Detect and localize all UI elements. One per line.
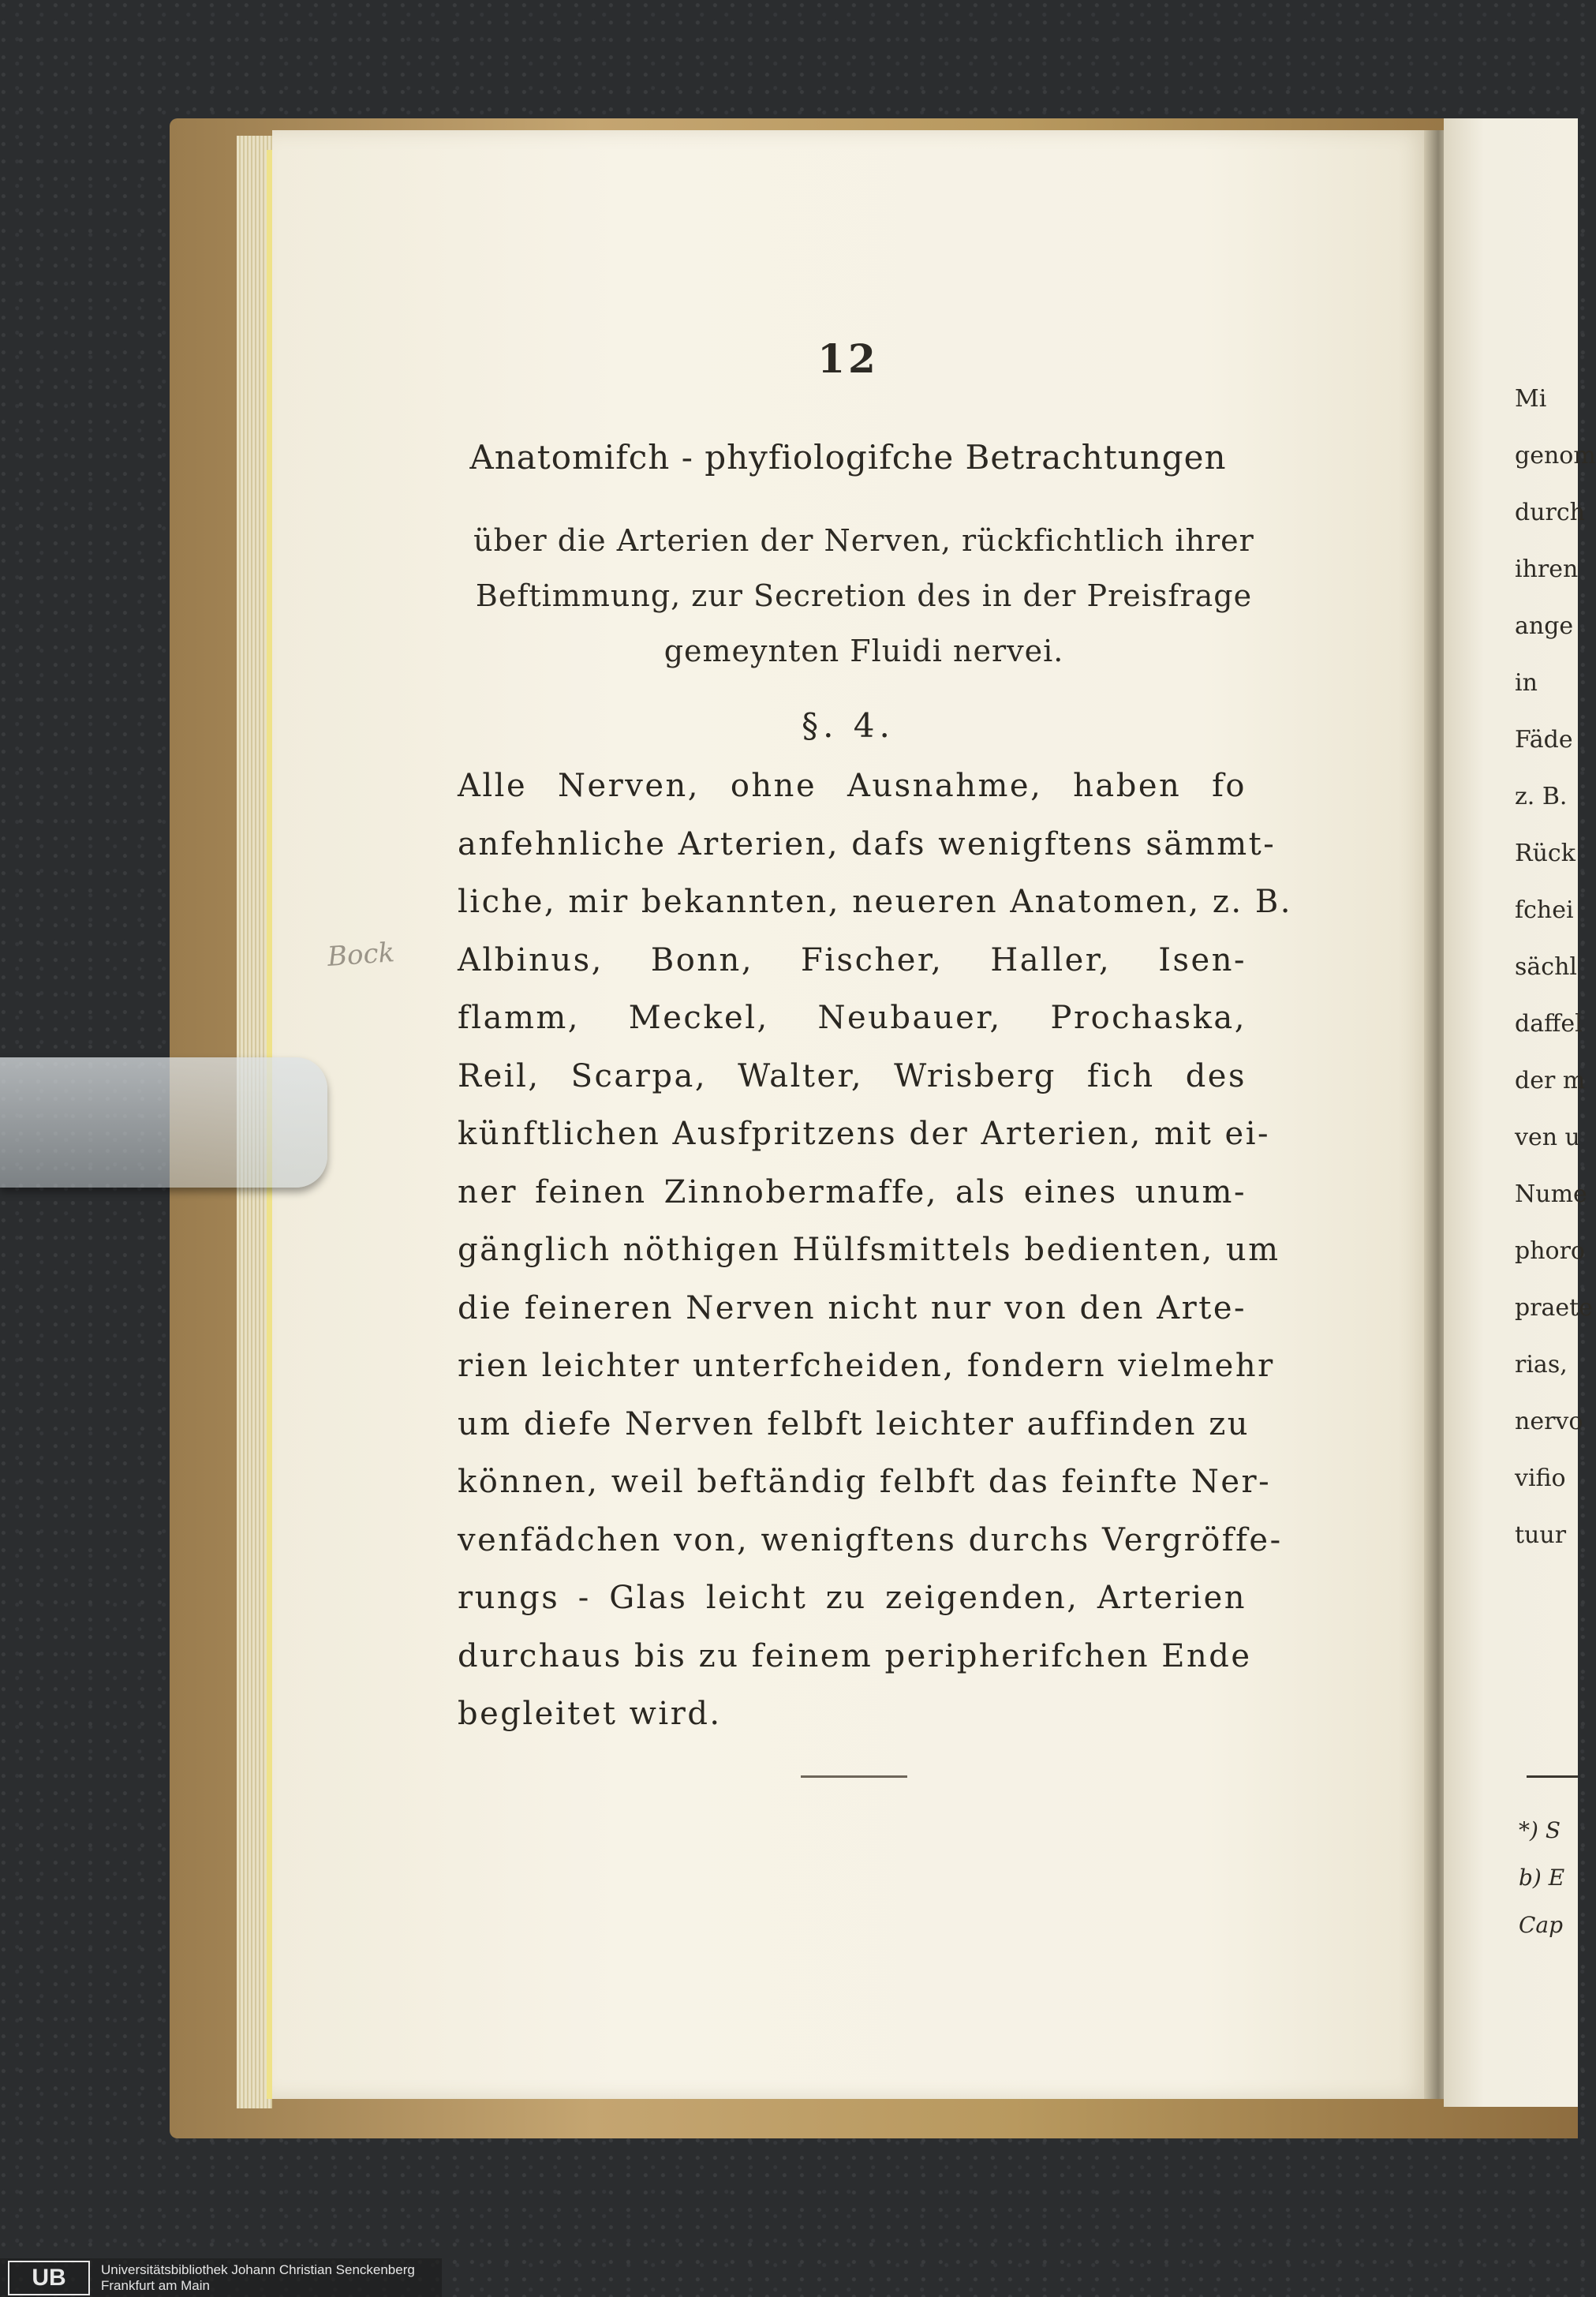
section-heading: §. 4. <box>802 706 895 745</box>
right-page-line: praete <box>1515 1294 1593 1322</box>
right-page-line: Fäde <box>1515 726 1573 754</box>
body-line: rungs - Glas leicht zu zeigenden, Arterien <box>458 1580 1247 1616</box>
body-line: durchaus bis zu feinem peripherifchen Ende <box>458 1637 1252 1674</box>
right-page-line: z. B. <box>1515 783 1568 810</box>
ub-logo: UB <box>8 2261 90 2295</box>
body-line: anfehnliche Arterien, dafs wenigftens sämmt- <box>458 825 1276 862</box>
right-page-line: Nume <box>1515 1180 1587 1208</box>
right-page-line: in <box>1515 669 1538 697</box>
subtitle-line: Beftimmung, zur Secretion des in der Preisfrage <box>475 578 1253 613</box>
body-line: rien leichter unterfcheiden, fondern vielmehr <box>458 1348 1275 1384</box>
body-line: Alle Nerven, ohne Ausnahme, haben fo <box>458 768 1247 804</box>
right-page-line: ven u <box>1515 1124 1580 1151</box>
library-name: Universitätsbibliothek Johann Christian Senckenberg <box>101 2261 415 2277</box>
right-page-line: tuur <box>1515 1521 1567 1549</box>
right-page-line: phoro <box>1515 1237 1585 1265</box>
body-line: künftlichen Ausfpritzens der Arterien, mit ei- <box>458 1116 1270 1152</box>
right-footnote-rule <box>1527 1775 1578 1778</box>
library-credit <box>101 2262 415 2294</box>
bookmark-tab <box>0 1057 327 1188</box>
body-line: die feineren Nerven nicht nur von den Arte- <box>458 1289 1247 1326</box>
body-line: venfädchen von, wenigftens durchs Vergröffe- <box>458 1521 1283 1558</box>
right-page-line: ange <box>1515 612 1574 640</box>
page-number: 12 <box>817 335 879 382</box>
right-page-line: durch <box>1515 499 1585 526</box>
right-footnote: Cap <box>1519 1912 1564 1938</box>
page-heading: Anatomifch - phyfiologifche Betrachtungen <box>469 438 1227 477</box>
right-page-line: rias, <box>1515 1351 1568 1379</box>
right-page-line: der m <box>1515 1067 1586 1094</box>
right-page-line: ihren <box>1515 556 1579 583</box>
page-subtitle <box>465 513 1262 679</box>
body-line: begleitet wird. <box>458 1696 722 1732</box>
right-page-line: Mi <box>1515 385 1547 413</box>
body-paragraph <box>458 758 1292 1744</box>
body-line: liche, mir bekannten, neueren Anatomen, z. B. <box>458 884 1292 920</box>
section-end-rule <box>801 1775 907 1778</box>
body-line: ner feinen Zinnobermaffe, als eines unum- <box>458 1173 1247 1210</box>
body-line: Albinus, Bonn, Fischer, Haller, Isen- <box>458 941 1247 978</box>
subtitle-line: über die Arterien der Nerven, rückfichtlich ihrer <box>473 523 1254 558</box>
right-page-line: fchei <box>1515 896 1574 924</box>
right-page-line: vifio <box>1515 1465 1566 1492</box>
body-line: Reil, Scarpa, Walter, Wrisberg fich des <box>458 1057 1247 1094</box>
right-page-text <box>1515 371 1596 1564</box>
right-page-line: nervo <box>1515 1408 1583 1435</box>
right-footnote: b) E <box>1519 1865 1565 1891</box>
library-footer <box>0 2258 442 2297</box>
body-line: um diefe Nerven felbft leichter auffinden zu <box>458 1405 1250 1442</box>
right-page-line: Rück <box>1515 840 1575 867</box>
body-line: gänglich nöthigen Hülfsmittels bedienten, um <box>458 1232 1280 1268</box>
right-page-footnotes <box>1519 1807 1578 1949</box>
body-line: flamm, Meckel, Neubauer, Prochaska, <box>458 1000 1247 1036</box>
body-line: können, weil beftändig felbft das feinfte Ner- <box>458 1464 1272 1500</box>
right-page-line: daffel <box>1515 1010 1583 1038</box>
subtitle-line: gemeynten Fluidi nervei. <box>663 634 1064 668</box>
right-page-line: genom <box>1515 442 1596 470</box>
margin-annotation: Bock <box>326 937 396 973</box>
right-page-line: sächl <box>1515 953 1577 981</box>
right-footnote: *) S <box>1519 1817 1561 1843</box>
library-city: Frankfurt am Main <box>101 2277 210 2293</box>
